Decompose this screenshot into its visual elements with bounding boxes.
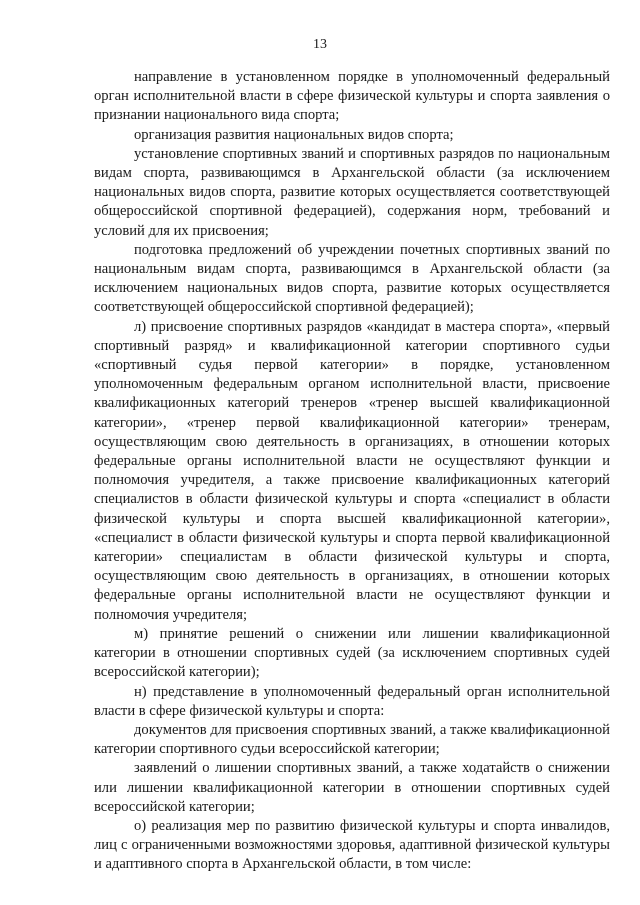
document-body xyxy=(94,68,610,875)
paragraph-sports-titles-establishment: установление спортивных званий и спортивных разрядов по национальным видам спорта, развивающимся в Архангельской области (за исключением национальных видов спорта, развитие которых осуществляется соответствующей общероссийской спортивной федерацией), содержания норм, требований и условий для их присвоения; xyxy=(94,145,610,239)
paragraph-item-l: л) присвоение спортивных разрядов «кандидат в мастера спорта», «первый спортивный разряд» и квалификационной категории спортивного судьи «спортивный судья первой категории» в порядке, установленном уполномоченным федеральным органом исполнительной власти, присвоение квалификационных категорий тренеров «тренер высшей квалификационной категории», «тренер первой квалификационной категории» тренерам, осуществляющим свою деятельность в организациях, в отношении которых федеральные органы исполнительной власти не осуществляют функции и полномочия учредителя, а также присвоение квалификационных категорий специалистов в области физической культуры и спорта «специалист в области физической культуры и спорта высшей квалификационной категории», «специалист в области физической культуры и спорта первой квалификационной категории» специалистам в области физической культуры и спорта, осуществляющим свою деятельность в организациях, в отношении которых федеральные органы исполнительной власти не осуществляют функции и полномочия учредителя; xyxy=(94,318,610,623)
paragraph-item-o: о) реализация мер по развитию физической культуры и спорта инвалидов, лиц с ограниченными возможностями здоровья, адаптивной физической культуры и адаптивного спорта в Архангельской области, в том числе: xyxy=(94,817,610,873)
page-number: 13 xyxy=(313,37,327,52)
paragraph-item-m: м) принятие решений о снижении или лишении квалификационной категории в отношении спортивных судей (за исключением спортивных судей всероссийской категории); xyxy=(94,625,610,681)
paragraph-documents-for-titles: документов для присвоения спортивных званий, а также квалификационной категории спортивного судьи всероссийской категории; xyxy=(94,721,610,758)
paragraph-item-n: н) представление в уполномоченный федеральный орган исполнительной власти в сфере физической культуры и спорта: xyxy=(94,683,610,719)
paragraph-honorary-titles-proposals: подготовка предложений об учреждении почетных спортивных званий по национальным видам спорта, развивающимся в Архангельской области (за исключением национальных видов спорта, развитие которых осуществляется соответствующей общероссийской спортивной федерацией); xyxy=(94,241,610,316)
paragraph-national-sports-development: организация развития национальных видов спорта; xyxy=(134,126,454,143)
paragraph-direction-application: направление в установленном порядке в уполномоченный федеральный орган исполнительной власти в сфере физической культуры и спорта заявления о признании национального вида спорта; xyxy=(94,69,610,124)
paragraph-deprivation-applications: заявлений о лишении спортивных званий, а также ходатайств о снижении или лишении квалификационной категории в отношении спортивных судей всероссийской категории; xyxy=(94,760,610,815)
